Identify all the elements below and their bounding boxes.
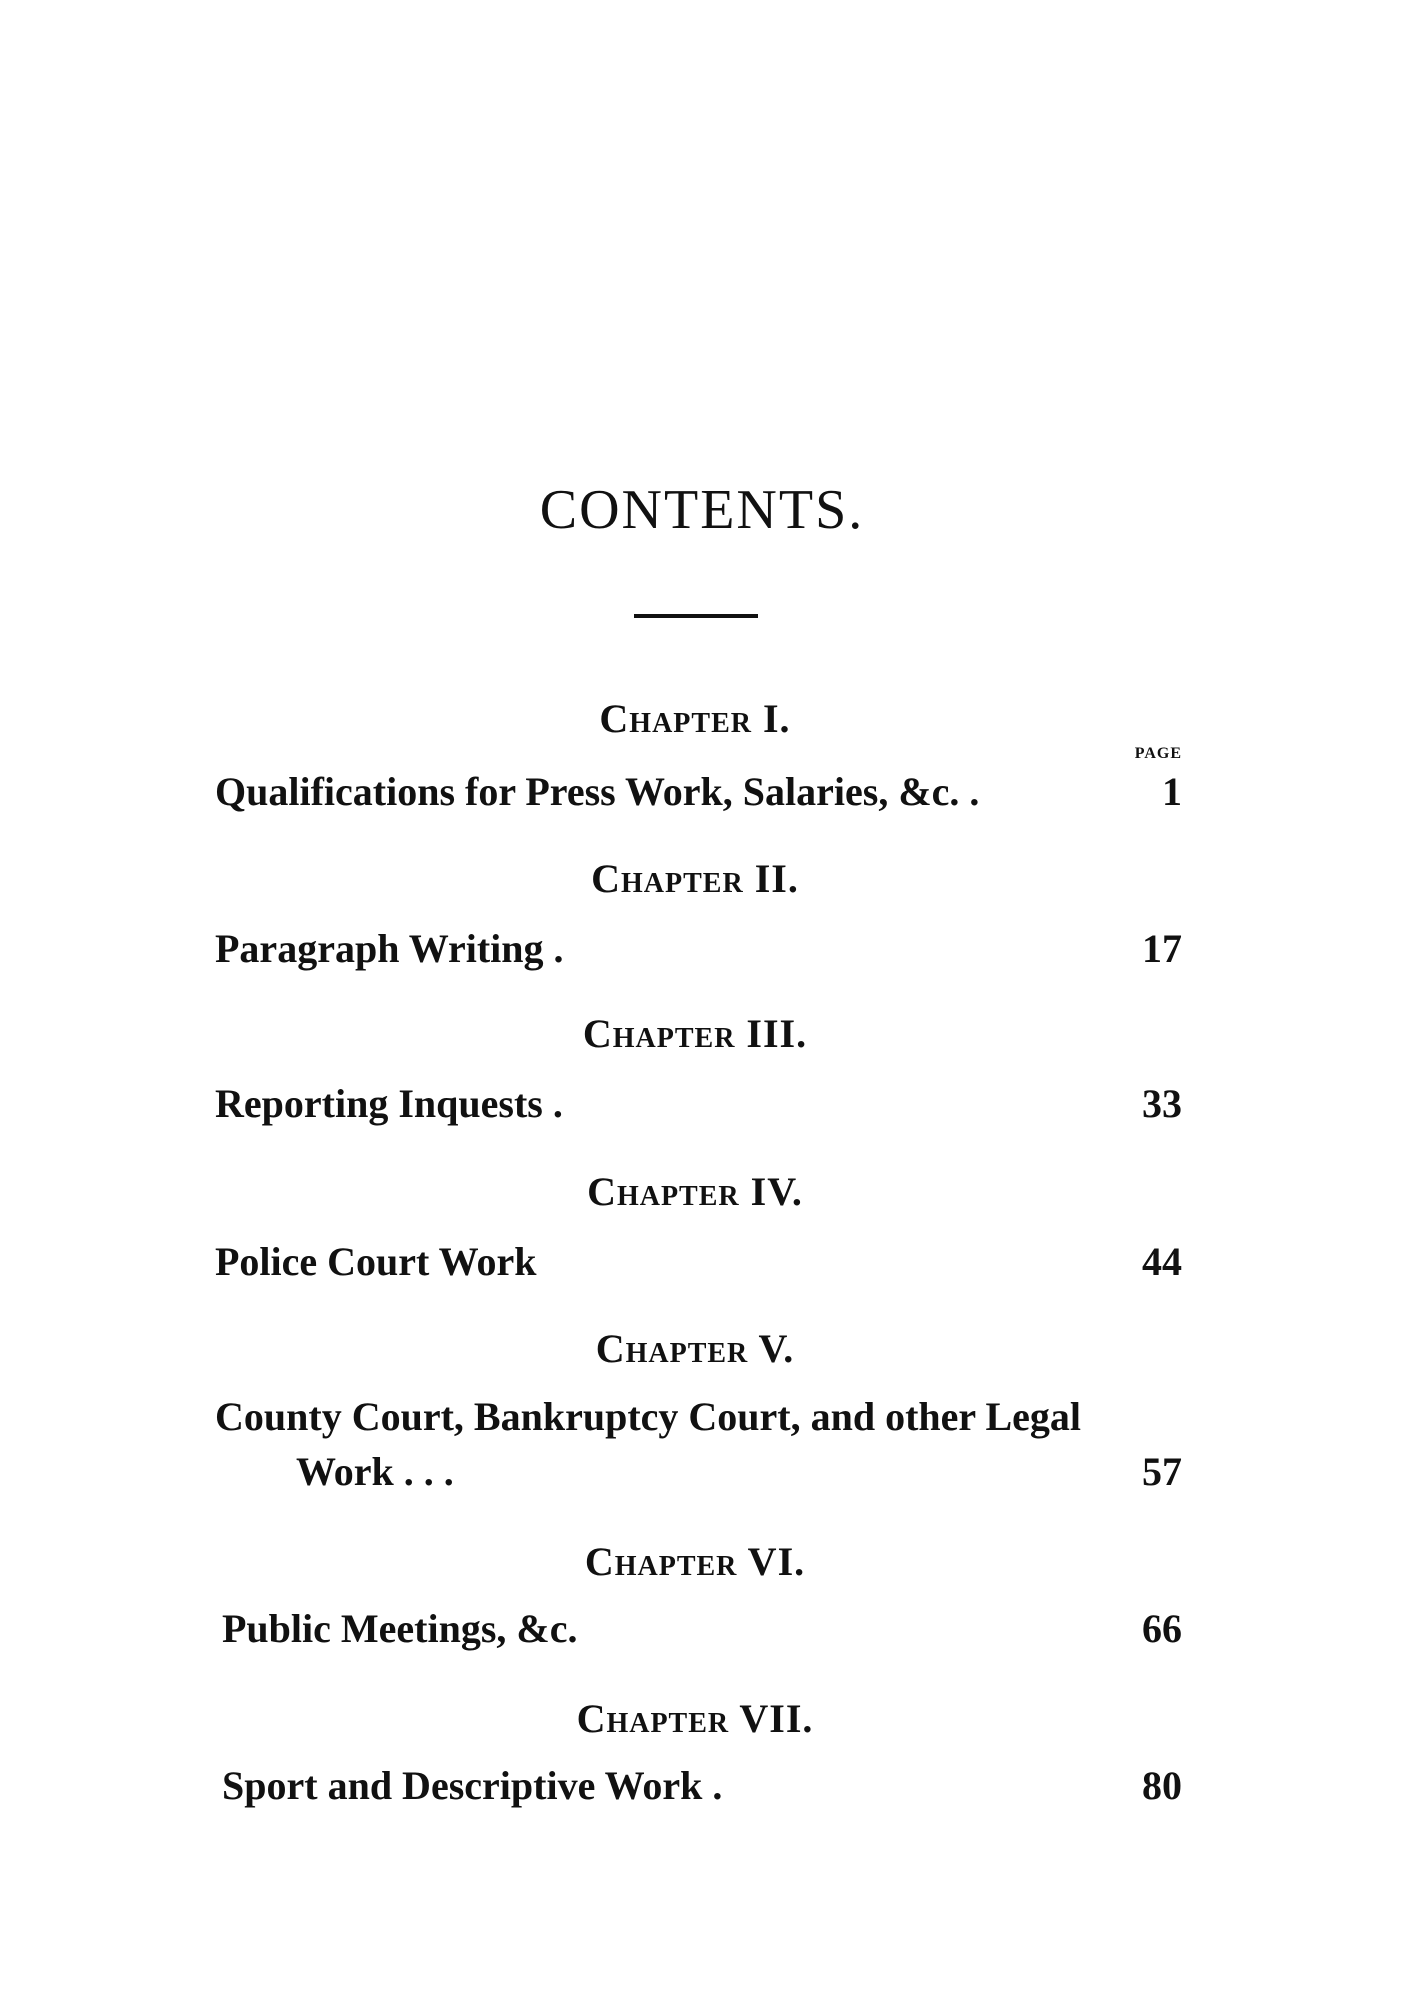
toc-entry: Reporting Inquests . <box>215 1081 563 1126</box>
toc-page-number: 44 <box>1142 1239 1182 1284</box>
toc-entry-continuation: Work . . . <box>296 1449 454 1494</box>
chapter-heading: Chapter I. <box>599 696 791 741</box>
toc-entry: Paragraph Writing . <box>215 926 564 971</box>
chapter-heading: Chapter II. <box>591 856 799 901</box>
toc-entry: Public Meetings, &c. <box>222 1606 578 1651</box>
toc-entry: Sport and Descriptive Work . <box>222 1763 723 1808</box>
chapter-heading: Chapter V. <box>595 1326 795 1371</box>
toc-page-number: 80 <box>1142 1763 1182 1808</box>
chapter-heading: Chapter VI. <box>584 1539 806 1584</box>
chapter-heading: Chapter VII. <box>576 1696 814 1741</box>
title-divider <box>634 614 758 618</box>
page-column-heading: PAGE <box>1134 745 1182 762</box>
toc-page-number: 57 <box>1142 1449 1182 1494</box>
page-title: CONTENTS. <box>539 479 865 541</box>
toc-page-number: 1 <box>1162 769 1182 814</box>
toc-page-number: 66 <box>1142 1606 1182 1651</box>
chapter-heading: Chapter IV. <box>587 1169 803 1214</box>
chapter-heading: Chapter III. <box>582 1011 808 1056</box>
toc-page-number: 17 <box>1142 926 1182 971</box>
toc-entry: Police Court Work <box>215 1239 537 1284</box>
toc-entry: County Court, Bankruptcy Court, and other Legal <box>215 1394 1081 1439</box>
toc-entry: Qualifications for Press Work, Salaries, &c. . <box>215 769 980 814</box>
toc-page-number: 33 <box>1142 1081 1182 1126</box>
